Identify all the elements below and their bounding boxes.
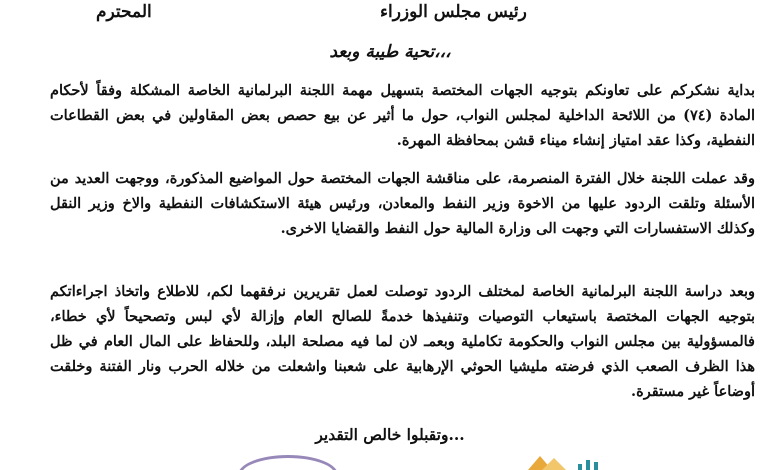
paragraph-thanks: بداية نشكركم على تعاونكم بتوجيه الجهات المختصة بتسهيل مهمة اللجنة البرلمانية الخاصة المشكلة وفقاً لأحكام المادة (٧٤) من اللائحة الداخلية لمجلس النواب، حول ما أثير عن بيع حصص بعض المقاولين في بعض القطاعات النفطية، وكذا عقد امتياز إنشاء ميناء قشن بمحافظة المهرة.	[50, 82, 755, 149]
logo-icon	[528, 450, 608, 470]
honorific-label: المحترم	[96, 2, 152, 22]
paragraph-committee-work: وقد عملت اللجنة خلال الفترة المنصرمة، على مناقشة الجهات المختصة حول المواضيع المذكورة، ووجهت العديد من الأسئلة وتلقت الردود عليها من الاخوة وزير النفط والمعادن، ورئيس هيئة الاستكشافات النفطية والاخ وزير النقل وكذلك الاستفسارات التي وجهت الى وزارة المالية حول النفط والقضايا الاخرى.	[50, 170, 755, 237]
official-stamp-icon	[238, 455, 338, 470]
addressee-title: رئيس مجلس الوزراء	[380, 2, 527, 22]
paragraph-reports: وبعد دراسة اللجنة البرلمانية الخاصة لمختلف الردود توصلت لعمل تقريرين نرفقهما لكم، للاطلاع واتخاذ اجراءاتكم بتوجيه الجهات المختصة باستيعاب التوصيات وتنفيذها خدمةً للصالح العام وإزالة لأي لبس وتصحيحاً لأي خطاء، فالمسؤولية بين مجلس النواب والحكومة تكاملية وبعمـ لان لما فيه مصلحة البلد، وللحفاظ على المال العام في ظل هذا الظرف الصعب الذي فرضته مليشيا الحوثي الإرهابية على شعبنا واشعلت من خلاله الحرب ونار الفتنة وخلقت أوضاعاً غير مستقرة.	[50, 283, 755, 400]
greeting-line: تحية طيبة وبعد،،،	[329, 42, 451, 62]
closing-line: وتقبلوا خالص التقدير...	[315, 425, 465, 444]
